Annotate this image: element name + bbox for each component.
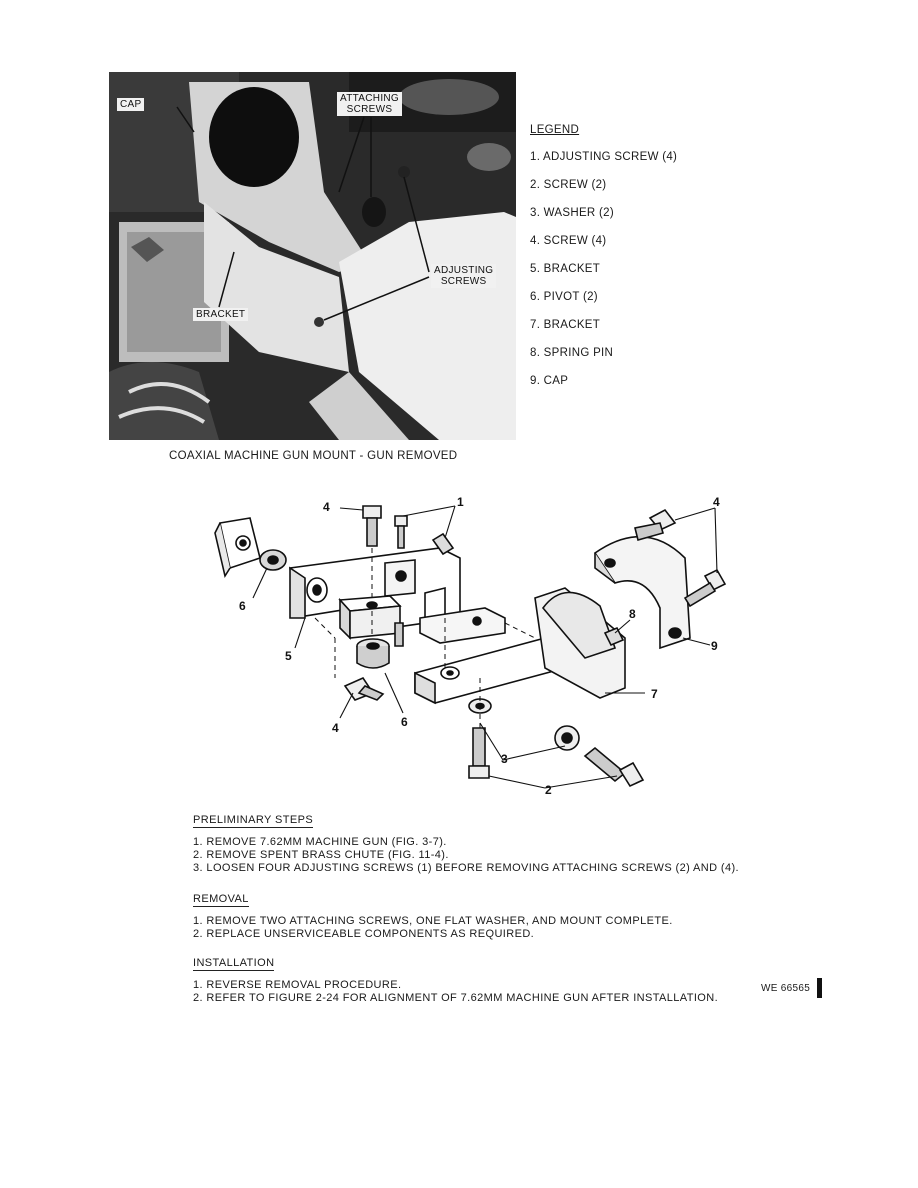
step-item: 2. REPLACE UNSERVICEABLE COMPONENTS AS REQUIRED.: [193, 928, 535, 940]
label-adjusting-screws: [431, 264, 496, 288]
section-preliminary-steps: [193, 814, 843, 875]
callout-9: 9: [711, 639, 718, 653]
step-item: 1. REMOVE TWO ATTACHING SCREWS, ONE FLAT WASHER, AND MOUNT COMPLETE.: [193, 915, 673, 927]
callout-4-top: 4: [323, 500, 330, 514]
callout-2: 2: [545, 783, 552, 797]
legend-list: [530, 150, 750, 402]
label-attaching-line2: SCREWS: [346, 104, 393, 115]
preliminary-steps-list: [193, 836, 843, 875]
callout-4-bottom: 4: [332, 721, 339, 735]
label-adjusting-line1: ADJUSTING: [434, 265, 494, 276]
callout-7: 7: [651, 687, 658, 701]
legend-item: 4. SCREW (4): [530, 235, 607, 247]
photo-caption: COAXIAL MACHINE GUN MOUNT - GUN REMOVED: [169, 450, 458, 462]
legend-item: 8. SPRING PIN: [530, 347, 614, 359]
step-item: 1. REMOVE 7.62MM MACHINE GUN (FIG. 3-7).: [193, 836, 447, 848]
callout-5: 5: [285, 649, 292, 663]
legend-item: 6. PIVOT (2): [530, 291, 598, 303]
callout-6-center: 6: [401, 715, 408, 729]
installation-steps-list: [193, 979, 843, 1005]
legend-item: 2. SCREW (2): [530, 179, 607, 191]
label-cap: CAP: [117, 98, 144, 111]
legend-item: 1. ADJUSTING SCREW (4): [530, 151, 678, 163]
step-item: 1. REVERSE REMOVAL PROCEDURE.: [193, 979, 402, 991]
step-item: 3. LOOSEN FOUR ADJUSTING SCREWS (1) BEFORE REMOVING ATTACHING SCREWS (2) AND (4).: [193, 862, 739, 874]
callout-1: 1: [457, 495, 464, 509]
photo-image: [109, 72, 516, 440]
section-removal: [193, 893, 843, 941]
figure-id: WE 66565: [761, 983, 811, 994]
legend-item: 5. BRACKET: [530, 263, 601, 275]
callout-6-left: 6: [239, 599, 246, 613]
step-item: 2. REFER TO FIGURE 2-24 FOR ALIGNMENT OF 7.62MM MACHINE GUN AFTER INSTALLATION.: [193, 992, 719, 1004]
diagram-drawing: [205, 488, 745, 798]
exploded-diagram: [205, 488, 745, 798]
photo-coaxial-mount: [109, 72, 516, 440]
removal-steps-list: [193, 915, 843, 941]
step-item: 2. REMOVE SPENT BRASS CHUTE (FIG. 11-4).: [193, 849, 449, 861]
preliminary-steps-title: PRELIMINARY STEPS: [193, 814, 314, 826]
label-bracket: BRACKET: [193, 308, 248, 321]
label-attaching-line1: ATTACHING: [340, 93, 399, 104]
legend-item: 9. CAP: [530, 375, 569, 387]
installation-title: INSTALLATION: [193, 957, 275, 969]
legend: [530, 124, 750, 402]
legend-item: 7. BRACKET: [530, 319, 601, 331]
label-adjusting-line2: SCREWS: [440, 276, 487, 287]
removal-title: REMOVAL: [193, 893, 249, 905]
callout-8: 8: [629, 607, 636, 621]
section-installation: [193, 957, 843, 1005]
callout-3: 3: [501, 752, 508, 766]
legend-item: 3. WASHER (2): [530, 207, 614, 219]
legend-title: LEGEND: [530, 124, 580, 136]
change-bar: [817, 978, 822, 998]
callout-4-right: 4: [713, 495, 720, 509]
label-attaching-screws: [337, 92, 402, 116]
